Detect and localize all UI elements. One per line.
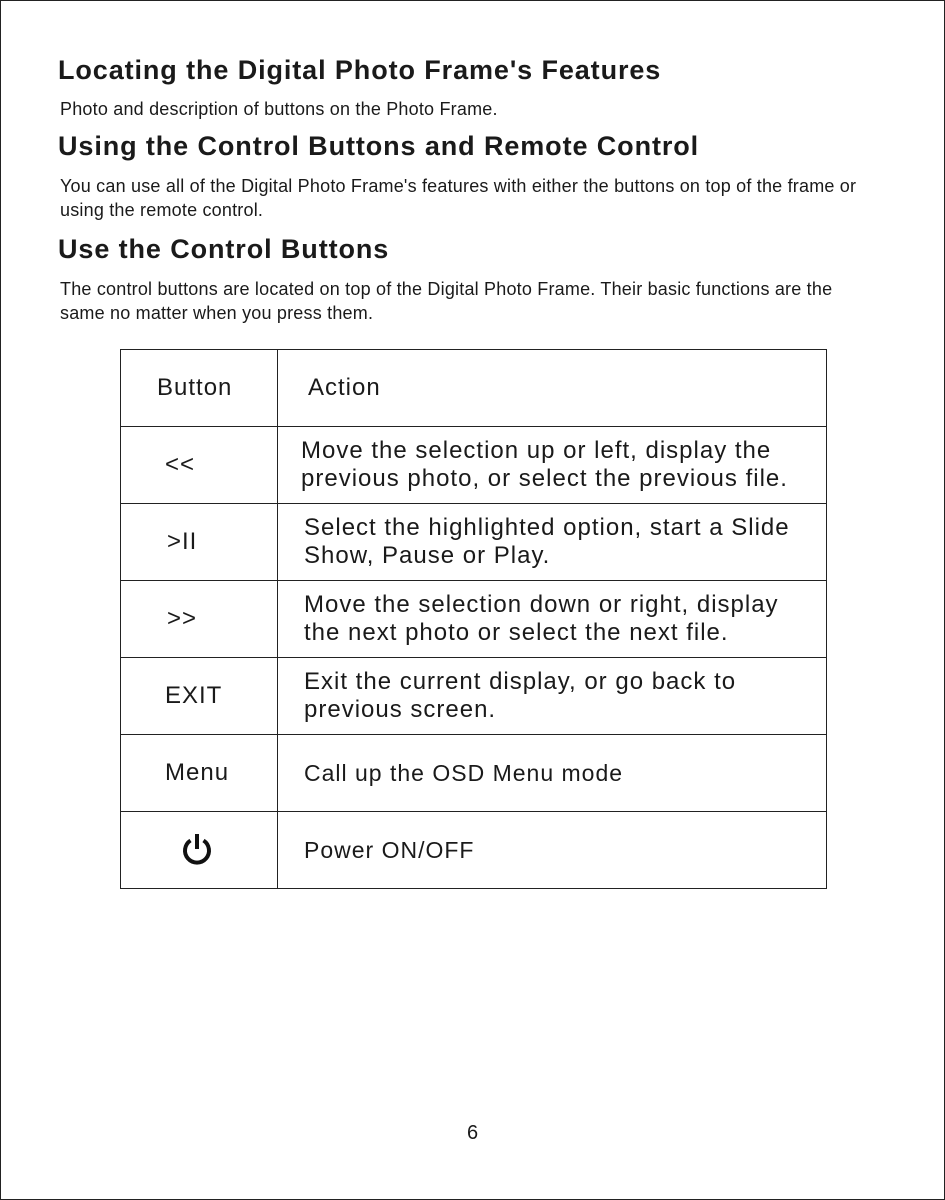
table-row (121, 581, 827, 658)
action-cell (278, 812, 827, 889)
table-row (121, 504, 827, 581)
table-header-action: Action (308, 374, 381, 401)
table-header-row (121, 350, 827, 427)
action-cell (278, 735, 827, 812)
button-cell (121, 504, 278, 581)
table-header-button: Button (157, 374, 233, 401)
button-menu-label: Menu (165, 759, 230, 786)
action-exit-text: Exit the current display, or go back to previous screen. (304, 668, 737, 723)
text-using-control-buttons-remote: You can use all of the Digital Photo Frame's features with either the buttons on top of the frame or using the remote control. (60, 176, 857, 220)
button-previous-label: << (165, 451, 196, 478)
button-cell (121, 735, 278, 812)
button-cell (121, 812, 278, 889)
action-menu-text: Call up the OSD Menu mode (304, 760, 624, 786)
action-cell (278, 504, 827, 581)
button-action-table (120, 349, 827, 889)
page-number: 6 (466, 1122, 479, 1144)
button-cell (121, 581, 278, 658)
table-row (121, 812, 827, 889)
table-row (121, 658, 827, 735)
action-play-pause-text: Select the highlighted option, start a Slide Show, Pause or Play. (304, 514, 790, 569)
action-power-text: Power ON/OFF (304, 837, 475, 863)
text-use-control-buttons: The control buttons are located on top of the Digital Photo Frame. Their basic functions are the same no matter when you press them. (60, 279, 833, 323)
heading-locating-features: Locating the Digital Photo Frame's Features (58, 55, 662, 85)
action-cell (278, 658, 827, 735)
action-next-text: Move the selection down or right, display the next photo or select the next file. (304, 591, 779, 646)
table-header-action-cell (278, 350, 827, 427)
action-cell (278, 581, 827, 658)
power-icon (121, 832, 277, 868)
table-row (121, 427, 827, 504)
button-cell (121, 427, 278, 504)
button-next-label: >> (167, 605, 198, 632)
action-previous-text: Move the selection up or left, display the previous photo, or select the previous file. (301, 437, 788, 492)
text-locating-features: Photo and description of buttons on the Photo Frame. (60, 99, 498, 119)
button-cell (121, 658, 278, 735)
table-row (121, 735, 827, 812)
button-play-pause-label: >II (167, 528, 198, 555)
table-header-button-cell (121, 350, 278, 427)
heading-using-control-buttons-remote: Using the Control Buttons and Remote Control (58, 131, 700, 161)
heading-use-control-buttons: Use the Control Buttons (58, 234, 390, 264)
button-exit-label: EXIT (165, 682, 223, 709)
action-cell (278, 427, 827, 504)
